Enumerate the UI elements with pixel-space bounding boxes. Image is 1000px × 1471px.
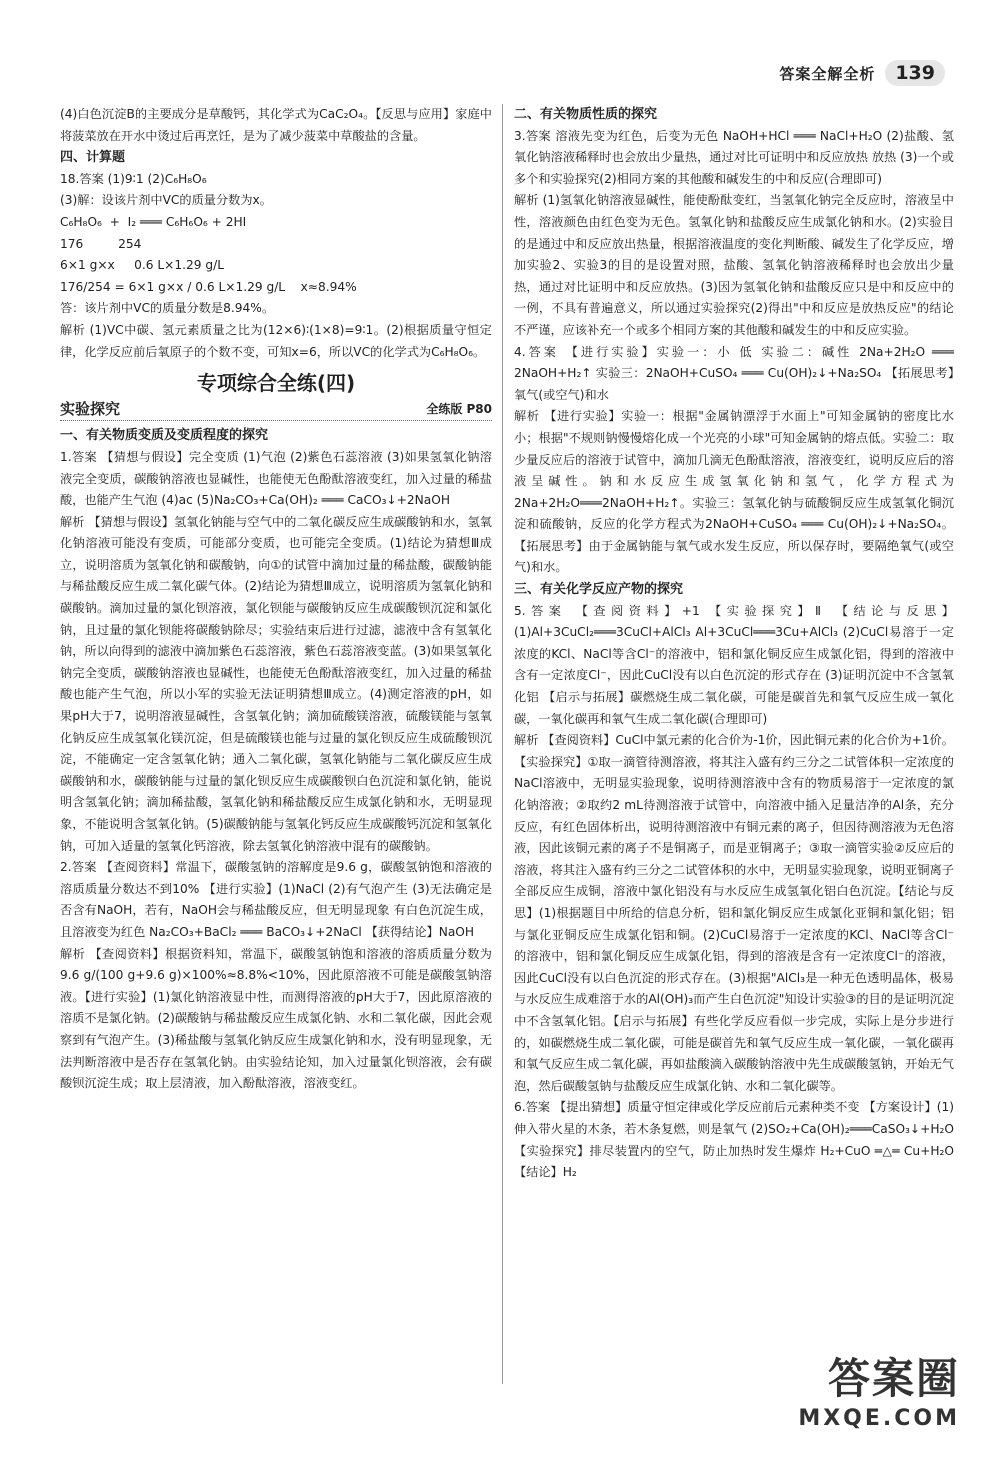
answer-4: 4.答案 【进行实验】实验一：小 低 实验二：碱性 2Na+2H₂O ═══ 2NaOH+H₂↑ 实验三：2NaOH+CuSO₄ ═══ Cu(OH)₂↓+Na₂SO₄ 【拓展思考】氧气(或空气)和水 [514, 344, 954, 402]
header-title: 答案全解全析 [779, 64, 876, 83]
page-header [779, 60, 945, 86]
answer-6: 6.答案 【提出猜想】质量守恒定律或化学反应前后元素种类不变 【方案设计】(1)伸入带火星的木条，若木条复燃，则是氧气 (2)SO₂+Ca(OH)₂═══CaSO₃↓+H₂O 【实验探究】排尽装置内的空气，防止加热时发生爆炸 H₂+CuO ═△═ Cu+H₂O 【结论】H₂ [514, 1100, 954, 1180]
analysis-18: 解析 (1)VC中碳、氢元素质量之比为(12×6)∶(1×8)=9∶1。(2)根据质量守恒定律，化学反应前后氧原子的个数不变，可知x=6，所以VC的化学式为C₆H₈O₆。 [60, 322, 492, 359]
answer-1: 1.答案 【猜想与假设】完全变质 (1)气泡 (2)紫色石蕊溶液 (3)如果氢氧化钠溶液完全变质，碳酸钠溶液也显碱性，也能使无色酚酞溶液变红，加入过量的稀盐酸，也能产生气泡 (4)ac (5)Na₂CO₃+Ca(OH)₂ ═══ CaCO₃↓+2NaOH [60, 449, 492, 508]
watermark-logo [798, 1346, 960, 1431]
right-column [514, 104, 954, 1184]
subtitle-bar [60, 399, 492, 422]
section-heading: 三、有关化学反应产物的探究 [514, 582, 684, 598]
answer-5: 5.答案 【查阅资料】+1 【实验探究】Ⅱ 【结论与反思】(1)Al+3CuCl₂═══3CuCl+AlCl₃ Al+3CuCl═══3Cu+AlCl₃ (2)CuCl易溶于一定浓度的KCl、NaCl等含Cl⁻的溶液中，铝和氯化铜反应生成氯化铝，得到的溶液中含有一定浓度Cl⁻，因此CuCl没有以白色沉淀的形式存在 (3)证明沉淀中不含氢氧化铝 【启示与拓展】碳燃烧生成二氧化碳，可能是碳首先和氧气反应生成一氧化碳，一氧化碳再和氧气生成二氧化碳(合理即可) [514, 603, 954, 726]
section-heading: 四、计算题 [60, 150, 126, 166]
subtitle: 实验探究 [60, 399, 121, 418]
answer-2: 2.答案 【查阅资料】常温下，碳酸氢钠的溶解度是9.6 g，碳酸氢钠饱和溶液的溶质质量分数达不到10% 【进行实验】(1)NaCl (2)有气泡产生 (3)无法确定是否含有NaOH，若有，NaOH会与稀盐酸反应，但无明显现象 有白色沉淀生成，且溶液变为红色 Na₂CO₃+BaCl₂ ═══ BaCO₃↓+2NaCl 【获得结论】NaOH [60, 860, 492, 939]
answer-3: 3.答案 溶液先变为红色，后变为无色 NaOH+HCl ═══ NaCl+H₂O (2)盐酸、氢氧化钠溶液稀释时也会放出少量热，通过对比可证明中和反应放热 放热 (3)一个或多个和实验探究(2)相同方案的其他酸和碱发生的中和反应(合理即可) [514, 128, 954, 186]
equation-line: C₆H₈O₆ + I₂ ═══ C₆H₆O₆ + 2HI [60, 214, 247, 229]
analysis-5: 解析 【查阅资料】CuCl中氯元素的化合价为-1价，因此铜元素的化合价为+1价。【实验探究】①取一滴管待测溶液，将其注入盛有约三分之二试管体积一定浓度的NaCl溶液中，无明显实验现象，说明待测溶液中含有的物质易溶于一定浓度的氯化钠溶液；②取约2 mL待测溶液于试管中，向溶液中插入足量洁净的Al条，充分反应，有红色固体析出，说明待测溶液中有铜元素的离子，但因待测溶液为无色溶液，因此该铜元素的离子不是铜离子，而是亚铜离子；③取一滴管实验②反应后的溶液，将其注入盛有约三分之二试管体积的水中，无明显实验现象，说明亚铜离子全部反应生成铜，溶液中氯化铝没有与水反应生成氢氧化铝白色沉淀。【结论与反思】(1)根据题目中所给的信息分析，铝和氯化铜反应生成氯化亚铜和氯化铝；铝与氯化亚铜反应生成氯化铝和铜。(2)CuCl易溶于一定浓度的KCl、NaCl等含Cl⁻的溶液中，铝和氯化铜反应生成氯化铝，得到的溶液是含有一定浓度Cl⁻的溶液，因此CuCl没有以白色沉淀的形式存在。(3)根据"AlCl₃是一种无色透明晶体，极易与水反应生成难溶于水的Al(OH)₃而产生白色沉淀"知设计实验③的目的是证明沉淀中不含氢氧化铝。【启示与拓展】有些化学反应看似一步完成，实际上是分步进行的，如碳燃烧生成二氧化碳，可能是碳首先和氧气反应生成一氧化碳，一氧化碳再和氧气反应生成二氧化碳，再如盐酸滴入碳酸钠溶液中先生成碳酸氢钠，开始无气泡，然后碳酸氢钠与盐酸反应生成氯化钠、水和二氧化碳等。 [514, 733, 954, 1093]
analysis-4: 解析 【进行实验】实验一：根据"金属钠漂浮于水面上"可知金属钠的密度比水小；根据"不规则钠慢慢熔化成一个光亮的小球"可知金属钠的熔点低。实验二：取少量反应后的溶液于试管中，滴加几滴无色酚酞溶液，溶液变红，说明反应后的溶液呈碱性。钠和水反应生成氢氧化钠和氢气，化学方程式为2Na+2H₂O═══2NaOH+H₂↑。实验三：氢氧化钠与硫酸铜反应生成氢氧化铜沉淀和硫酸钠，反应的化学方程式为2NaOH+CuSO₄ ═══ Cu(OH)₂↓+Na₂SO₄。【拓展思考】由于金属钠能与氧气或水发生反应，所以保存时，要隔绝氧气(或空气)和水。 [514, 409, 954, 575]
equation-line: 176 254 [60, 236, 142, 251]
equation-line: 176/254 = 6×1 g×x / 0.6 L×1.29 g/L x≈8.94% [60, 279, 357, 294]
left-column [60, 104, 492, 1095]
section-heading: 二、有关物质性质的探究 [514, 107, 658, 122]
answer-18: 18.答案 (1)9∶1 (2)C₆H₈O₆ [60, 171, 207, 186]
edition-ref: 全练版 P80 [426, 401, 492, 416]
answer-conclusion: 答：该片剂中VC的质量分数是8.94%。 [60, 301, 275, 316]
analysis-3: 解析 (1)氢氧化钠溶液显碱性，能使酚酞变红，当氢氧化钠完全反应时，溶液呈中性，溶液颜色由红色变为无色。氢氧化钠和盐酸反应生成氯化钠和水。(2)实验目的是通过中和反应放出热量，根据溶液温度的变化判断酸、碱发生了化学反应，增加实验2、实验3的目的是设置对照，盐酸、氢氧化钠溶液稀释时也会放出少量热，通过对比证明中和反应放热。(3)因为氢氧化钠和盐酸反应只是中和反应中的一例，不具有普遍意义，所以通过实验探究(2)得出"中和反应是放热反应"的结论不严谨，应该补充一个或多个相同方案的其他酸和碱发生的中和反应实验。 [514, 193, 954, 337]
equation-line: 6×1 g×x 0.6 L×1.29 g/L [60, 258, 225, 273]
chapter-title: 专项综合全练(四) [196, 371, 356, 396]
analysis-1: 解析 【猜想与假设】氢氧化钠能与空气中的二氧化碳反应生成碳酸钠和水，氢氧化钠溶液可能没有变质，可能部分变质，也可能完全变质。(1)结论为猜想Ⅲ成立，说明溶质为氢氧化钠和碳酸钠，向①的试管中滴加过量的稀盐酸，碳酸钠能与稀盐酸反应生成二氧化碳气体。(2)结论为猜想Ⅲ成立，说明溶质为氢氧化钠和碳酸钠。滴加过量的氯化钡溶液，氯化钡能与碳酸钠反应生成碳酸钡沉淀和氯化钠，且过量的氯化钡能将碳酸钠除尽；实验结束后进行过滤，滤液中含有氢氧化钠，所以向得到的滤液中滴加紫色石蕊溶液，紫色石蕊溶液变蓝。(3)如果氢氧化钠完全变质，碳酸钠溶液也显碱性，也能使无色酚酞溶液变红，加入过量的稀盐酸也能产生气泡，所以小军的实验无法证明猜想Ⅲ成立。(4)测定溶液的pH，如果pH大于7，说明溶液显碱性，含氢氧化钠；滴加硫酸镁溶液，硫酸镁能与氢氧化钠反应生成氢氧化镁沉淀，但是硫酸镁也能与过量的氯化钡反应生成硫酸钡沉淀，不能确定一定含氢氧化钠；通入二氧化碳，氢氧化钠能与二氧化碳反应生成碳酸钠和水，碳酸钠能与过量的氯化钡反应生成碳酸钡白色沉淀和氯化钠，能说明含氢氧化钠；滴加稀盐酸，氢氧化钠和稀盐酸反应生成氯化钠和水，无明显现象，不能说明含氢氧化钠。(5)碳酸钠能与氢氧化钙反应生成碳酸钙沉淀和氢氧化钠，可加入适量的氢氧化钙溶液，除去氢氧化钠溶液中混有的碳酸钠。 [60, 514, 492, 853]
paragraph: (4)白色沉淀B的主要成分是草酸钙，其化学式为CaC₂O₄。【反思与应用】家庭中将菠菜放在开水中烫过后再烹饪，是为了减少菠菜中草酸盐的含量。 [60, 107, 492, 143]
section-heading: 一、有关物质变质及变质程度的探究 [60, 428, 269, 444]
watermark-text: 答案圈 [827, 1354, 960, 1403]
column-divider [502, 104, 503, 1384]
watermark-url: MXQE.COM [798, 1406, 960, 1431]
page-number: 139 [885, 60, 945, 86]
answer-18-solution: (3)解：设该片剂中VC的质量分数为x。 [60, 193, 272, 208]
analysis-2: 解析 【查阅资料】根据资料知，常温下，碳酸氢钠饱和溶液的溶质质量分数为 9.6 g/(100 g+9.6 g)×100%≈8.8%<10%，因此原溶液不可能是碳酸氢钠溶液。【进行实验】(1)氯化钠溶液显中性，而测得溶液的pH大于7，因此原溶液的溶质不是氯化钠。(2)碳酸钠与稀盐酸反应生成氯化钠、水和二氧化碳，因此会观察到有气泡产生。(3)稀盐酸与氢氧化钠反应生成氯化钠和水，没有明显现象，无法判断溶液中是否存在氢氧化钠。由实验结论知，加入过量氯化钡溶液，会有碳酸钡沉淀生成；取上层清液，加入酚酞溶液，溶液变红。 [60, 946, 492, 1091]
